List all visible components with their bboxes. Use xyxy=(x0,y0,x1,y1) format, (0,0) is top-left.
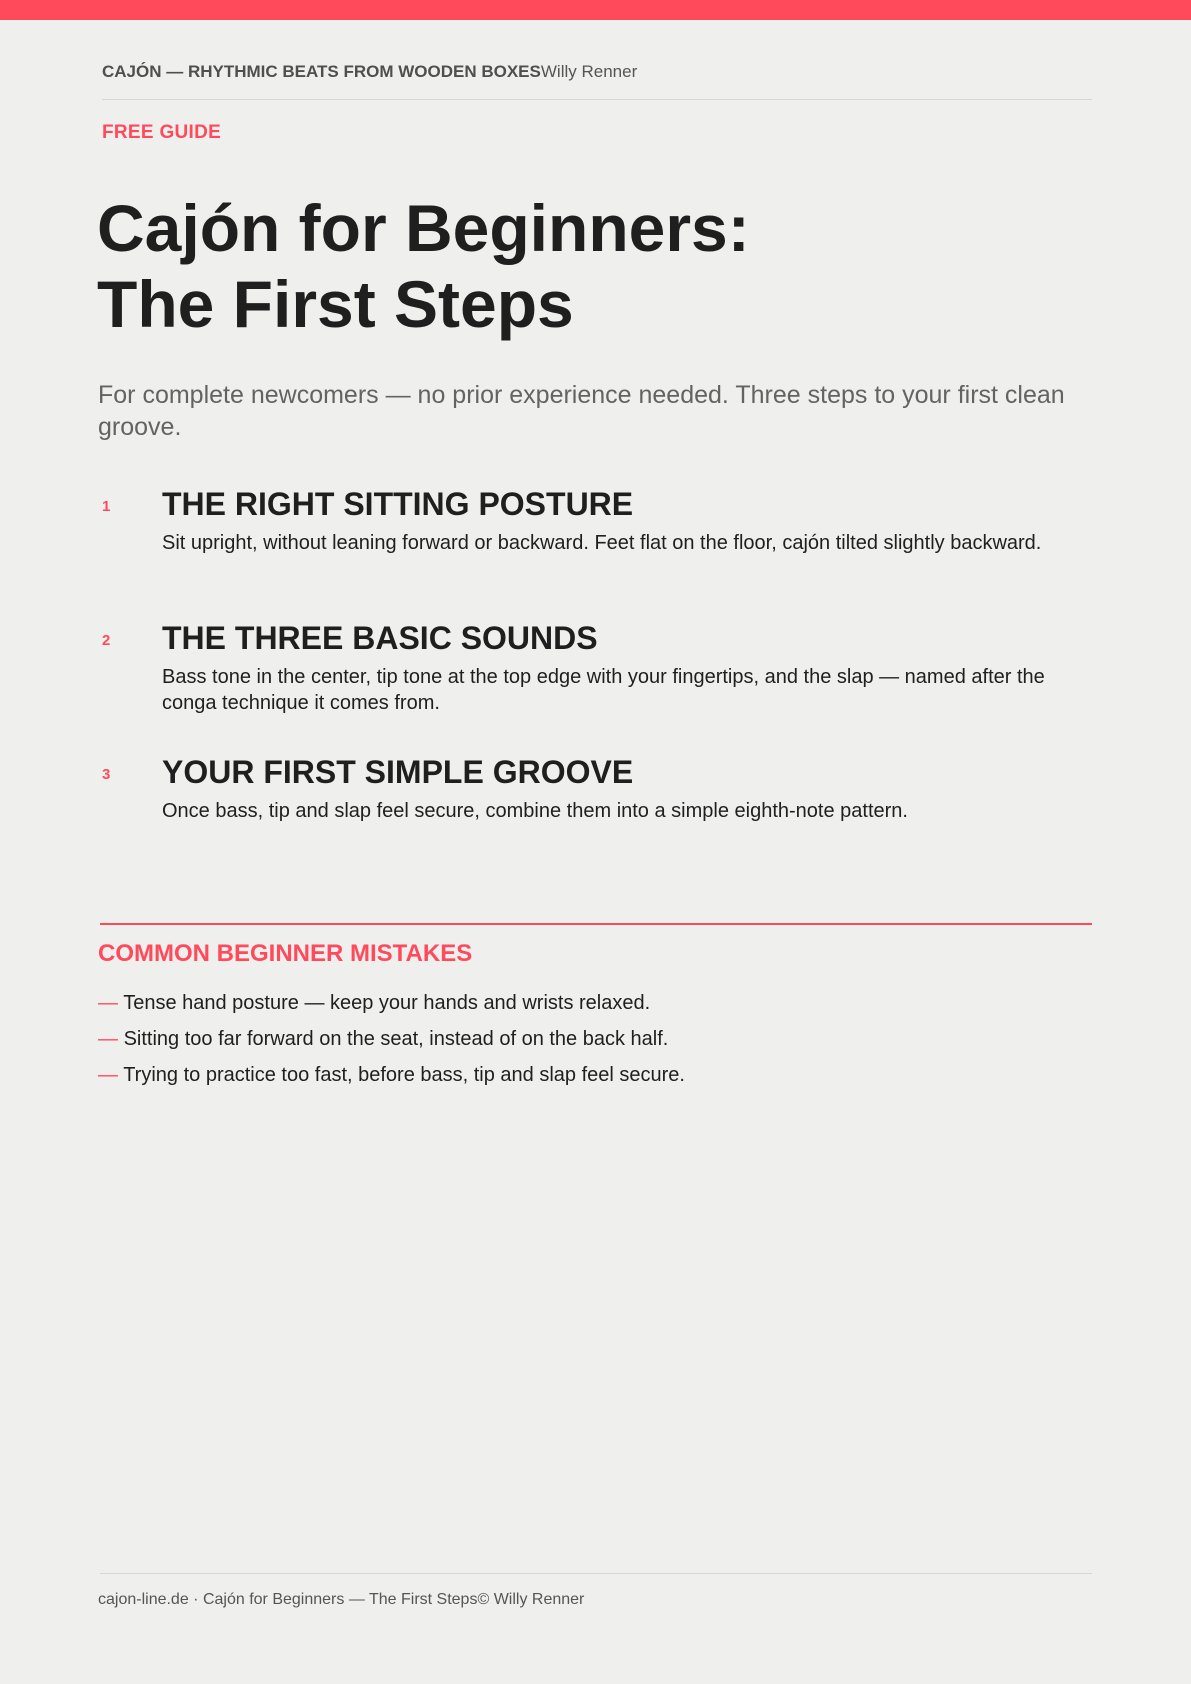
step-number: 3 xyxy=(102,766,111,783)
list-item xyxy=(98,1057,685,1093)
mistakes-divider xyxy=(100,923,1092,925)
mistakes-list xyxy=(98,985,685,1093)
page-title xyxy=(97,190,750,342)
dash-marker: — xyxy=(98,1028,118,1050)
dash-marker: — xyxy=(98,992,118,1014)
list-item-text: Sitting too far forward on the seat, instead of on the back half. xyxy=(123,1028,669,1050)
page-footer xyxy=(98,1591,584,1609)
eyebrow-label: FREE GUIDE xyxy=(102,122,222,143)
list-item xyxy=(98,1021,685,1057)
mistakes-heading: COMMON BEGINNER MISTAKES xyxy=(98,940,473,967)
list-item-text: Tense hand posture — keep your hands and wrists relaxed. xyxy=(123,992,651,1014)
title-line-2: The First Steps xyxy=(97,267,574,341)
lead-paragraph: For complete newcomers — no prior experience needed. Three steps to your first clean groove. xyxy=(98,381,1065,441)
footer-copyright: © Willy Renner xyxy=(477,1591,585,1608)
list-item xyxy=(98,985,685,1021)
step-heading: THE THREE BASIC SOUNDS xyxy=(162,620,598,656)
step-heading: YOUR FIRST SIMPLE GROOVE xyxy=(162,754,634,790)
footer-site: cajon-line.de xyxy=(98,1591,189,1608)
step-text: Once bass, tip and slap feel secure, combine them into a simple eighth-note pattern. xyxy=(162,800,908,822)
step-number: 2 xyxy=(102,632,111,649)
footer-divider xyxy=(100,1573,1092,1574)
dash-marker: — xyxy=(98,1064,118,1086)
series-title: CAJÓN — RHYTHMIC BEATS FROM WOODEN BOXES xyxy=(102,62,541,81)
footer-doc-title: Cajón for Beginners — The First Steps xyxy=(202,1591,478,1608)
footer-separator: · xyxy=(188,1591,203,1608)
header-divider xyxy=(102,99,1092,100)
step-text: Sit upright, without leaning forward or backward. Feet flat on the floor, cajón tilted slightly backward. xyxy=(162,532,1042,554)
step-number: 1 xyxy=(102,498,111,515)
title-line-1: Cajón for Beginners: xyxy=(97,191,750,265)
header-author: Willy Renner xyxy=(540,62,638,81)
top-accent-bar xyxy=(0,0,1191,20)
step-text: Bass tone in the center, tip tone at the top edge with your fingertips, and the slap — named after the conga technique it comes from. xyxy=(162,666,1045,714)
step-heading: THE RIGHT SITTING POSTURE xyxy=(162,486,634,522)
list-item-text: Trying to practice too fast, before bass, tip and slap feel secure. xyxy=(123,1064,685,1086)
running-header xyxy=(102,62,1092,82)
